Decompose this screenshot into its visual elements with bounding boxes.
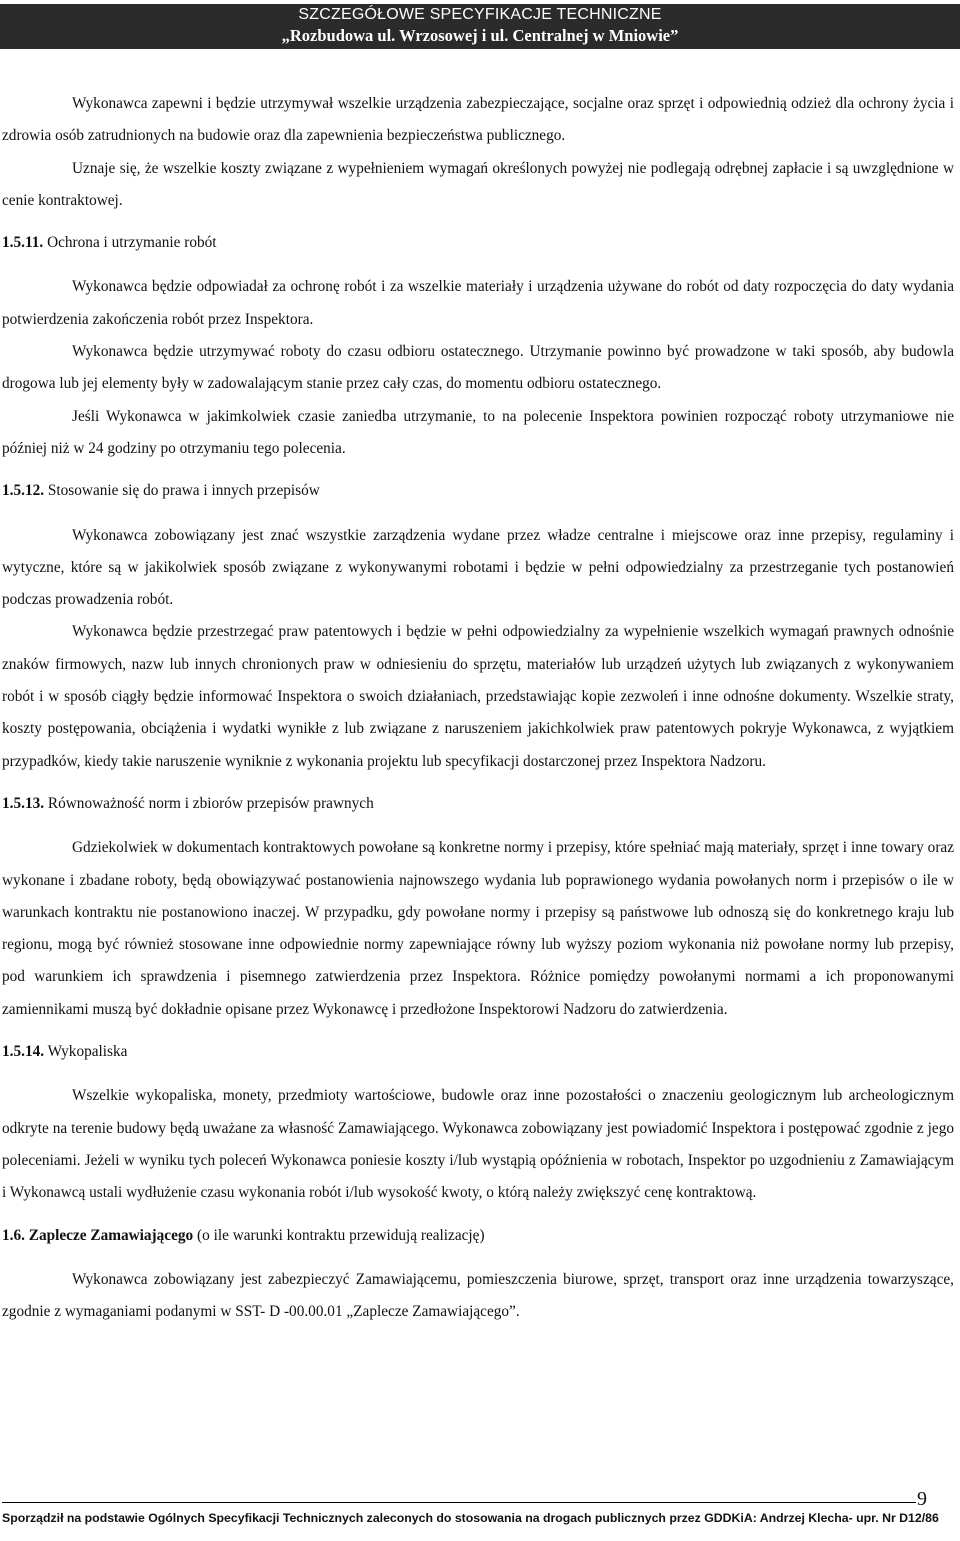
- section-heading-1-5-12: [2, 475, 954, 507]
- paragraph: Wykonawca będzie odpowiadał za ochronę robót i za wszelkie materiały i urządzenia używane do robót od daty rozpoczęcia do daty wydania potwierdzenia zakończenia robót przez Inspektora.: [2, 278, 954, 328]
- section-title: Równoważność norm i zbiorów przepisów prawnych: [47, 794, 374, 812]
- paragraph: Wykonawca będzie przestrzegać praw patentowych i będzie w pełni odpowiedzialny za wypełnienie wszelkich wymagań prawnych odnośnie znaków firmowych, nazw lub innych chronionych praw w odniesieniu do sprzętu, materiałów lub urządzeń użytych lub związanych z wykonywaniem robót i w sposób ciągły będzie informować Inspektora o swoich działaniach, przedstawiając kopie zezwoleń i inne odnośne dokumenty. Wszelkie straty, koszty postępowania, obciążenia i wydatki wynikłe z lub związane z naruszeniem jakichkolwiek praw patentowych pokryje Wykonawca, z wyjątkiem przypadków, kiedy takie naruszenie wyniknie z wykonania projektu lub specyfikacji dostarczonej przez Inspektora Nadzoru.: [2, 623, 954, 770]
- paragraph: Jeśli Wykonawca w jakimkolwiek czasie zaniedba utrzymanie, to na polecenie Inspektora powinien rozpocząć roboty utrzymaniowe nie później niż w 24 godziny po otrzymaniu tego polecenia.: [2, 407, 954, 457]
- paragraph: Wykonawca będzie utrzymywać roboty do czasu odbioru ostatecznego. Utrzymanie powinno być prowadzone w taki sposób, aby budowla drogowa lub jej elementy były w zadowalającym stanie przez cały czas, do momentu odbioru ostatecznego.: [2, 343, 954, 393]
- section-title: Wykopaliska: [47, 1043, 128, 1061]
- footer-text: Sporządził na podstawie Ogólnych Specyfikacji Technicznych zaleconych do stosowania na drogach publicznych przez GDDKiA: Andrzej Klecha- upr. Nr D12/86: [2, 1511, 939, 1525]
- section-heading-1-5-14: [2, 1036, 954, 1068]
- paragraph: Wszelkie wykopaliska, monety, przedmioty wartościowe, budowle oraz inne pozostałości o znaczeniu geologicznym lub archeologicznym odkryte na terenie budowy będą uważane za własność Zamawiającego. Wykonawca zobowiązany jest powiadomić Inspektora i postępować zgodnie z jego poleceniami. Jeżeli w wyniku tych poleceń Wykonawca poniesie koszty i/lub wystąpią opóźnienia w robotach, Inspektor po uzgodnieniu z Zamawiającym i Wykonawcą ustali wydłużenie czasu wykonania robót i/lub wysokość kwoty, o którą należy zwiększyć cenę kontraktową.: [2, 1087, 954, 1202]
- section-number: 1.5.13.: [2, 794, 45, 812]
- section-heading-1-5-11: [2, 227, 954, 259]
- paragraph: Gdziekolwiek w dokumentach kontraktowych powołane są konkretne normy i przepisy, które spełniać mają materiały, sprzęt i inne towary oraz wykonane i zbadane roboty, będą obowiązywać postanowienia najnowszego wydania lub poprawionego wydania powołanych norm i przepisów o ile w warunkach kontraktu nie postanowiono inaczej. W przypadku, gdy powołane normy i przepisy są państwowe lub odnoszą się do konkretnego kraju lub regionu, mogą być również stosowane inne odpowiednie normy zapewniające równy lub wyższy poziom wykonania niż powołane normy lub przepisy, pod warunkiem ich sprawdzenia i pisemnego zatwierdzenia przez Inspektora. Różnice pomiędzy powołanymi normami a ich proponowanymi zamiennikami muszą być dokładnie opisane przez Wykonawcę i przedłożone Inspektorowi Nadzoru do zatwierdzenia.: [2, 839, 954, 1018]
- footer-divider: [2, 1502, 916, 1503]
- section-number: 1.5.14.: [2, 1043, 45, 1061]
- paragraph: Wykonawca zobowiązany jest znać wszystkie zarządzenia wydane przez władze centralne i miejscowe oraz inne przepisy, regulaminy i wytyczne, które są w jakikolwiek sposób związane z wykonywanymi robotami i będzie w pełni odpowiedzialny za przestrzeganie tych postanowień podczas prowadzenia robót.: [2, 526, 954, 609]
- header-project-name: „Rozbudowa ul. Wrzosowej i ul. Centralnej w Mniowie”: [281, 26, 679, 45]
- document-header: [0, 4, 960, 49]
- section-number: 1.5.11.: [2, 234, 44, 252]
- section-heading-1-5-13: [2, 788, 954, 820]
- section-heading-1-6: [2, 1220, 954, 1252]
- intro-paragraph-2: Uznaje się, że wszelkie koszty związane z wypełnieniem wymagań określonych powyżej nie podlegają odrębnej zapłacie i są uwzględnione w cenie kontraktowej.: [2, 159, 954, 209]
- section-number: 1.5.12.: [2, 482, 45, 500]
- section-title: Ochrona i utrzymanie robót: [47, 234, 217, 252]
- paragraph: Wykonawca zobowiązany jest zabezpieczyć Zamawiającemu, pomieszczenia biurowe, sprzęt, transport oraz inne urządzenia towarzyszące, zgodnie z wymaganiami podanymi w SST- D -00.00.01 „Zaplecze Zamawiającego”.: [2, 1270, 954, 1321]
- header-title: SZCZEGÓŁOWE SPECYFIKACJE TECHNICZNE: [298, 6, 662, 23]
- intro-paragraph-1: Wykonawca zapewni i będzie utrzymywał wszelkie urządzenia zabezpieczające, socjalne oraz sprzęt i odpowiednią odzież dla ochrony życia i zdrowia osób zatrudnionych na budowie oraz dla zapewnienia bezpieczeństwa publicznego.: [2, 95, 954, 145]
- document-body: [2, 88, 954, 1328]
- page-number: 9: [917, 1488, 927, 1510]
- section-title-note: (o ile warunki kontraktu przewidują realizację): [197, 1226, 485, 1244]
- section-title-bold: Zaplecze Zamawiającego: [28, 1226, 194, 1244]
- section-title: Stosowanie się do prawa i innych przepisów: [47, 482, 320, 500]
- section-number: 1.6.: [2, 1226, 25, 1244]
